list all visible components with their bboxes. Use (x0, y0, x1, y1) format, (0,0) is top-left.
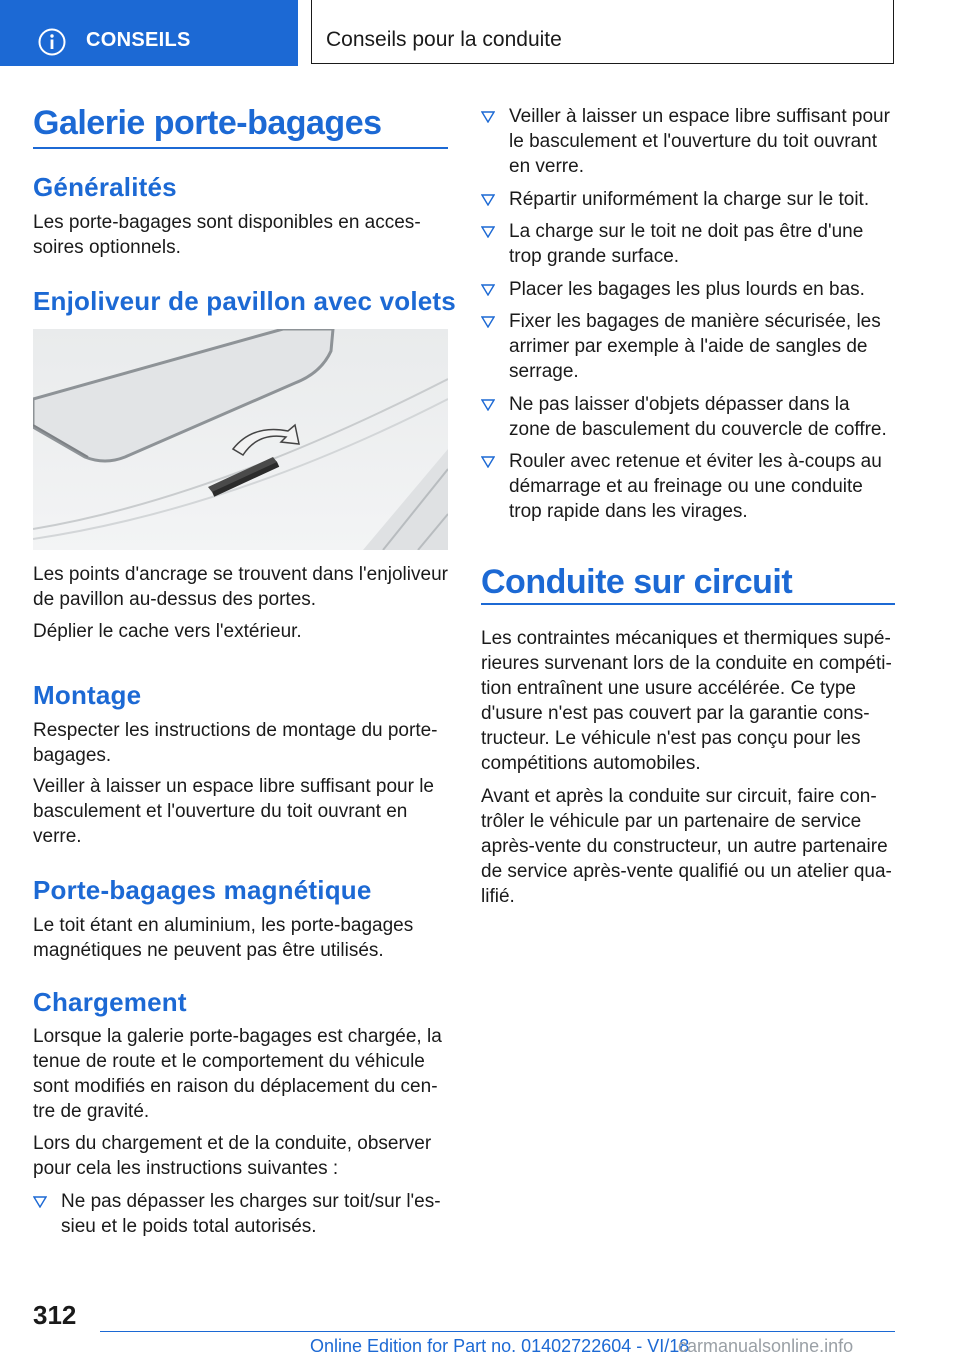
title-rule (33, 147, 448, 149)
chapter-tab[interactable] (311, 0, 894, 64)
edition-info: Online Edition for Part no. 01402722604 - VI/18 (310, 1336, 690, 1356)
page-title: Galerie porte-bagages (33, 104, 382, 142)
list-item-text: Placer les bagages les plus lourds en bas. (509, 279, 865, 300)
list-item-text: Rouler avec retenue et éviter les à-coups au démarrage et au freinage ou une conduite trop rapide dans les virages. (509, 451, 882, 522)
title-rule (481, 603, 895, 605)
heading-magnetique: Porte-bagages magnétique (33, 875, 372, 905)
list-item-text: Ne pas laisser d'objets dépasser dans la zone de basculement du couvercle de coffre. (509, 394, 887, 440)
heading-enjoliveur: Enjoliveur de pavillon avec volets (33, 286, 456, 316)
paragraph: Respecter les instructions de montage du porte-bagages. (33, 720, 438, 766)
heading-chargement: Chargement (33, 987, 187, 1017)
paragraph: Avant et après la conduite sur circuit, faire contrôler le véhicule par un partenaire de service après-vente du constructeur, un autre partenaire de service après-vente qualifié ou un atelier qualifié. (481, 786, 892, 907)
paragraph: Lorsque la galerie porte-bagages est chargée, la tenue de route et le comportement du véhicule sont modifiés en raison du déplacement du centre de gravité. (33, 1026, 442, 1122)
triangle-bullet-icon (481, 284, 495, 296)
paragraph: Les points d'ancrage se trouvent dans l'enjoliveur de pavillon au-dessus des portes. (33, 564, 448, 610)
triangle-bullet-icon (481, 226, 495, 238)
chapter-title: Conseils pour la conduite (326, 28, 562, 51)
triangle-bullet-icon (481, 456, 495, 468)
triangle-bullet-icon (481, 111, 495, 123)
paragraph: Déplier le cache vers l'extérieur. (33, 621, 302, 642)
list-item-text: La charge sur le toit ne doit pas être d'une trop grande surface. (509, 221, 864, 267)
paragraph: Les porte-bagages sont disponibles en accessoires optionnels. (33, 212, 421, 258)
paragraph: Les contraintes mécaniques et thermiques supérieures survenant lors de la conduite en compétition entraînent une usure accélérée. Ce type d'usure n'est pas couvert par la garantie constructeur. Le véhicule n'est pas conçu pour les compétitions automobiles. (481, 628, 892, 774)
footer-rule (100, 1331, 895, 1332)
page-number: 312 (33, 1300, 77, 1330)
list-item-text: Veiller à laisser un espace libre suffisant pour le basculement et l'ouverture du toit ouvrant en verre. (509, 106, 890, 177)
triangle-bullet-icon (481, 316, 495, 328)
paragraph: Lors du chargement et de la conduite, observer pour cela les instructions suivantes : (33, 1133, 432, 1179)
heading-montage: Montage (33, 680, 142, 710)
heading-generalites: Généralités (33, 172, 177, 202)
roof-rail-illustration (33, 329, 448, 550)
watermark: carmanualsonline.info (678, 1336, 854, 1356)
triangle-bullet-icon (481, 194, 495, 206)
list-item-text: Répartir uniformément la charge sur le toit. (509, 189, 870, 210)
triangle-bullet-icon (33, 1196, 47, 1208)
paragraph: Le toit étant en aluminium, les porte-bagages magnétiques ne peuvent pas être utilisés. (33, 915, 414, 961)
section-title: Conduite sur circuit (481, 563, 793, 601)
section-tab[interactable] (0, 0, 298, 66)
list-item-text: Ne pas dépasser les charges sur toit/sur l'essieu et le poids total autorisés. (61, 1191, 441, 1237)
section-tab-label: CONSEILS (86, 29, 191, 51)
page-header (0, 0, 960, 66)
info-icon (37, 27, 67, 57)
paragraph: Veiller à laisser un espace libre suffisant pour le basculement et l'ouverture du toit ouvrant en verre. (33, 776, 434, 847)
list-item-text: Fixer les bagages de manière sécurisée, les arrimer par exemple à l'aide de sangles de serrage. (509, 311, 881, 382)
triangle-bullet-icon (481, 399, 495, 411)
